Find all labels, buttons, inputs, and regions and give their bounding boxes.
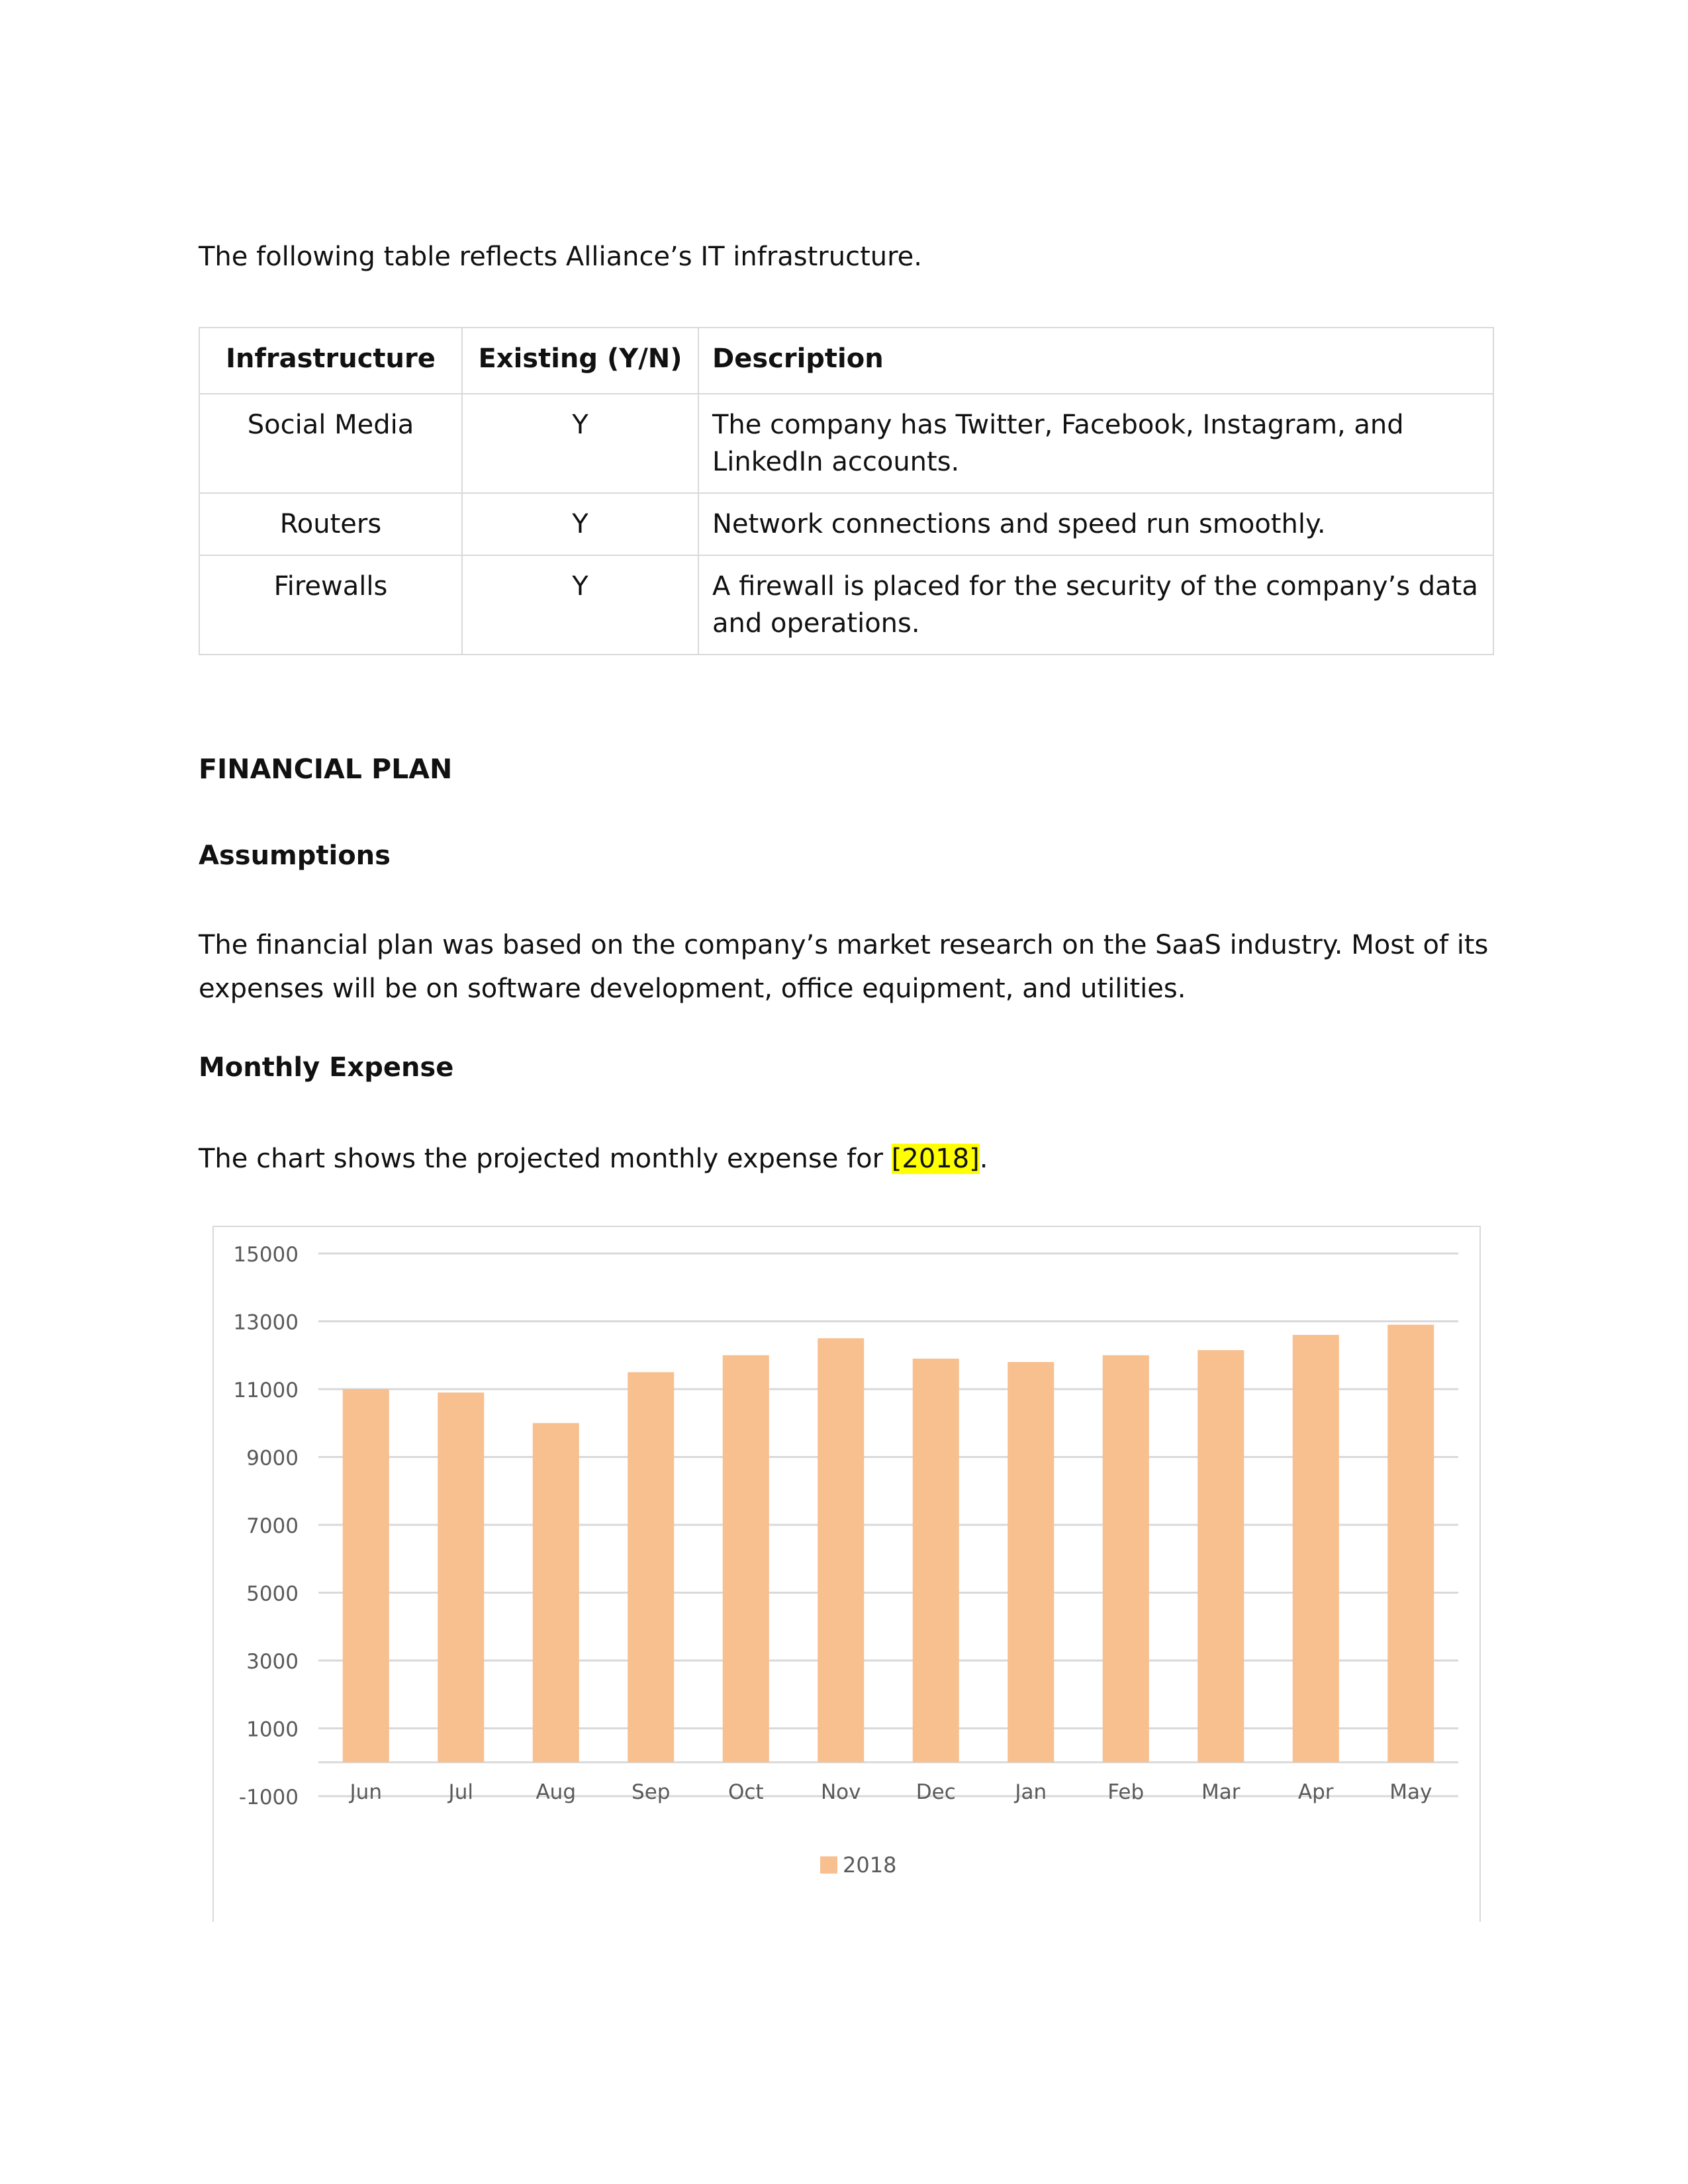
bar xyxy=(1387,1325,1434,1762)
legend-swatch xyxy=(820,1856,837,1874)
y-tick-label: 5000 xyxy=(246,1582,299,1606)
bar xyxy=(913,1359,959,1762)
y-tick-label: 1000 xyxy=(246,1717,299,1742)
cell-existing: Y xyxy=(462,493,698,555)
cell-description: The company has Twitter, Facebook, Instagram, and LinkedIn accounts. xyxy=(698,394,1493,493)
cell-infrastructure: Routers xyxy=(199,493,462,555)
x-tick-label: Aug xyxy=(536,1780,577,1804)
table-header-row xyxy=(199,328,1493,394)
cell-description: A firewall is placed for the security of the company’s data and operations. xyxy=(698,555,1493,655)
bar xyxy=(723,1355,769,1762)
bar xyxy=(628,1372,674,1762)
chart-canvas xyxy=(214,1227,1479,1922)
cell-infrastructure: Firewalls xyxy=(199,555,462,655)
y-tick-label: 13000 xyxy=(233,1310,299,1335)
chart-caption-text: The chart shows the projected monthly expense for xyxy=(199,1144,892,1174)
x-tick-label: May xyxy=(1389,1780,1432,1804)
y-tick-label: 3000 xyxy=(246,1650,299,1674)
x-tick-label: Sep xyxy=(632,1780,671,1804)
bar xyxy=(1103,1355,1149,1762)
y-tick-label: 9000 xyxy=(246,1446,299,1471)
infrastructure-table xyxy=(199,327,1494,655)
assumptions-heading: Assumptions xyxy=(199,841,391,871)
cell-description: Network connections and speed run smoothly. xyxy=(698,493,1493,555)
y-tick-label: -1000 xyxy=(238,1786,299,1809)
header-existing: Existing (Y/N) xyxy=(462,328,698,394)
year-highlight: [2018] xyxy=(891,1144,980,1174)
x-tick-label: Oct xyxy=(727,1780,764,1804)
bar xyxy=(343,1389,389,1762)
cell-existing: Y xyxy=(462,555,698,655)
legend-label: 2018 xyxy=(843,1852,897,1878)
table-row xyxy=(199,493,1493,555)
bar xyxy=(1293,1335,1339,1762)
monthly-expense-heading: Monthly Expense xyxy=(199,1052,454,1083)
x-tick-label: Dec xyxy=(915,1780,956,1804)
x-tick-label: Nov xyxy=(820,1780,861,1804)
header-infrastructure: Infrastructure xyxy=(199,328,462,394)
x-tick-label: Apr xyxy=(1297,1780,1334,1804)
x-tick-label: Mar xyxy=(1201,1780,1241,1804)
financial-plan-heading: FINANCIAL PLAN xyxy=(199,753,453,785)
y-tick-label: 11000 xyxy=(233,1379,299,1402)
y-tick-label: 15000 xyxy=(233,1243,299,1267)
bar xyxy=(818,1338,864,1762)
bar xyxy=(1197,1350,1244,1762)
y-tick-label: 7000 xyxy=(246,1514,299,1538)
chart-caption xyxy=(199,1137,1496,1181)
bar xyxy=(533,1423,579,1762)
bar xyxy=(438,1392,484,1762)
bar xyxy=(1008,1362,1054,1762)
monthly-expense-chart xyxy=(212,1226,1481,1922)
assumptions-paragraph: The financial plan was based on the company’s market research on the SaaS industry. Most of its expenses will be on software development, office equipment, and utilities. xyxy=(199,930,1489,1004)
cell-infrastructure: Social Media xyxy=(199,394,462,493)
intro-paragraph: The following table reflects Alliance’s IT infrastructure. xyxy=(199,242,923,272)
cell-existing: Y xyxy=(462,394,698,493)
x-tick-label: Jun xyxy=(350,1780,382,1804)
chart-caption-end: . xyxy=(979,1144,988,1174)
table-row xyxy=(199,394,1493,493)
x-tick-label: Jan xyxy=(1015,1780,1047,1804)
header-description: Description xyxy=(698,328,1493,394)
table-row xyxy=(199,555,1493,655)
x-tick-label: Jul xyxy=(448,1780,473,1804)
x-tick-label: Feb xyxy=(1107,1780,1145,1804)
